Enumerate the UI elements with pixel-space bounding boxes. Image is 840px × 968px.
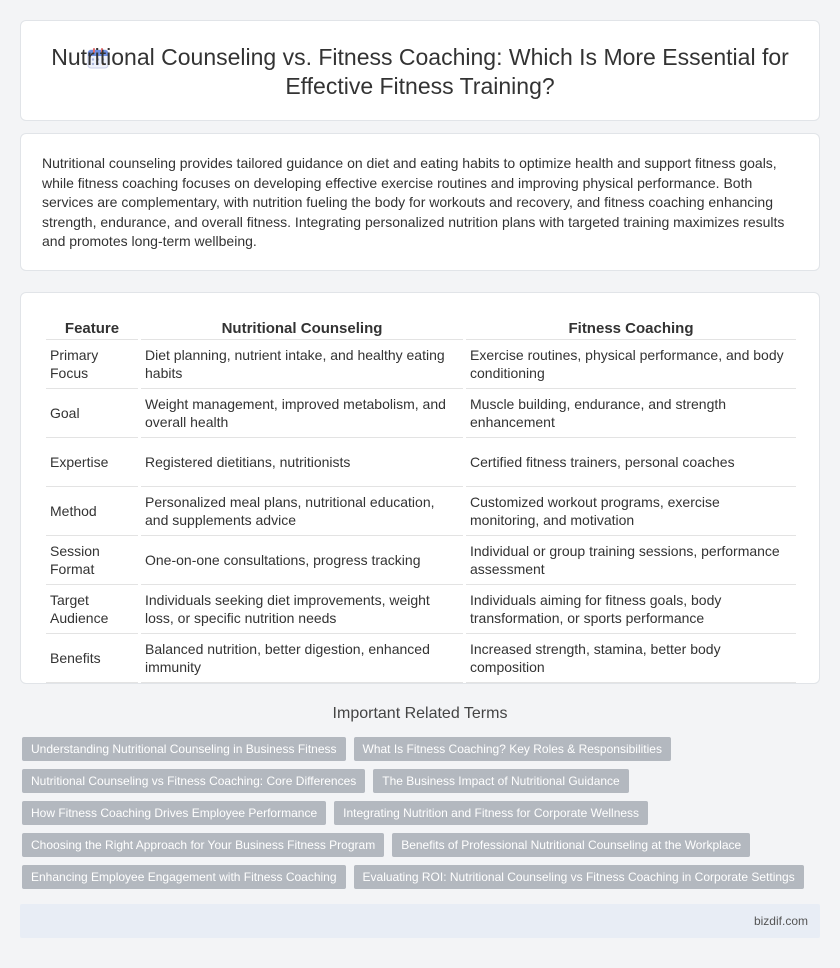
related-term-tag[interactable]: The Business Impact of Nutritional Guidance <box>373 769 628 793</box>
table-header-row <box>46 315 796 340</box>
comparison-table-card <box>20 292 820 684</box>
table-cell-fitness: Individual or group training sessions, performance assessment <box>466 536 796 585</box>
related-term-tag[interactable]: Enhancing Employee Engagement with Fitness Coaching <box>22 865 346 889</box>
related-terms-list <box>22 737 822 889</box>
table-row <box>46 536 796 585</box>
column-header-feature: Feature <box>46 315 138 340</box>
table-row <box>46 634 796 683</box>
table-cell-nutritional: Weight management, improved metabolism, and overall health <box>141 389 463 438</box>
page-title: Nutritional Counseling vs. Fitness Coaching: Which Is More Essential for Effective Fitness Training? <box>51 44 789 99</box>
summary-card <box>20 133 820 271</box>
related-term-tag[interactable]: What Is Fitness Coaching? Key Roles & Responsibilities <box>354 737 671 761</box>
footer-site-link[interactable]: bizdif.com <box>753 914 808 928</box>
related-terms-heading: Important Related Terms <box>332 705 508 722</box>
table-cell-nutritional: Registered dietitians, nutritionists <box>141 438 463 487</box>
related-term-tag[interactable]: Evaluating ROI: Nutritional Counseling vs Fitness Coaching in Corporate Settings <box>354 865 804 889</box>
table-cell-fitness: Customized workout programs, exercise monitoring, and motivation <box>466 487 796 536</box>
header-card <box>20 20 820 121</box>
table-cell-nutritional: Individuals seeking diet improvements, weight loss, or specific nutrition needs <box>141 585 463 634</box>
column-header-nutritional-counseling: Nutritional Counseling <box>141 315 463 340</box>
table-row <box>46 487 796 536</box>
table-cell-feature: Benefits <box>46 634 138 683</box>
footer <box>20 904 820 938</box>
table-cell-feature: Target Audience <box>46 585 138 634</box>
table-row <box>46 585 796 634</box>
related-term-tag[interactable]: Nutritional Counseling vs Fitness Coaching: Core Differences <box>22 769 365 793</box>
related-term-tag[interactable]: Choosing the Right Approach for Your Business Fitness Program <box>22 833 384 857</box>
related-term-tag[interactable]: Integrating Nutrition and Fitness for Corporate Wellness <box>334 801 648 825</box>
related-term-tag[interactable]: Understanding Nutritional Counseling in Business Fitness <box>22 737 346 761</box>
table-row <box>46 389 796 438</box>
table-cell-fitness: Certified fitness trainers, personal coaches <box>466 438 796 487</box>
table-cell-feature: Method <box>46 487 138 536</box>
table-cell-fitness: Individuals aiming for fitness goals, body transformation, or sports performance <box>466 585 796 634</box>
table-cell-nutritional: Personalized meal plans, nutritional education, and supplements advice <box>141 487 463 536</box>
related-term-tag[interactable]: Benefits of Professional Nutritional Counseling at the Workplace <box>392 833 750 857</box>
table-cell-feature: Goal <box>46 389 138 438</box>
table-cell-feature: Session Format <box>46 536 138 585</box>
table-cell-fitness: Muscle building, endurance, and strength enhancement <box>466 389 796 438</box>
table-row <box>46 438 796 487</box>
table-cell-fitness: Increased strength, stamina, better body composition <box>466 634 796 683</box>
table-row <box>46 340 796 389</box>
table-cell-fitness: Exercise routines, physical performance, and body conditioning <box>466 340 796 389</box>
table-cell-nutritional: One-on-one consultations, progress tracking <box>141 536 463 585</box>
summary-text: Nutritional counseling provides tailored guidance on diet and eating habits to optimize health and support fitness goals, while fitness coaching focuses on developing effective exercise routines and improving physical performance. Both services are complementary, with nutrition fueling the body for workouts and recovery, and fitness coaching enhancing strength, endurance, and overall fitness. Integrating personalized nutrition plans with targeted training maximizes results and promotes long-term wellbeing. <box>42 155 785 249</box>
table-cell-feature: Expertise <box>46 438 138 487</box>
table-cell-feature: Primary Focus <box>46 340 138 389</box>
related-term-tag[interactable]: How Fitness Coaching Drives Employee Performance <box>22 801 326 825</box>
column-header-fitness-coaching: Fitness Coaching <box>466 315 796 340</box>
table-cell-nutritional: Diet planning, nutrient intake, and healthy eating habits <box>141 340 463 389</box>
table-cell-nutritional: Balanced nutrition, better digestion, enhanced immunity <box>141 634 463 683</box>
comparison-table <box>43 315 799 683</box>
